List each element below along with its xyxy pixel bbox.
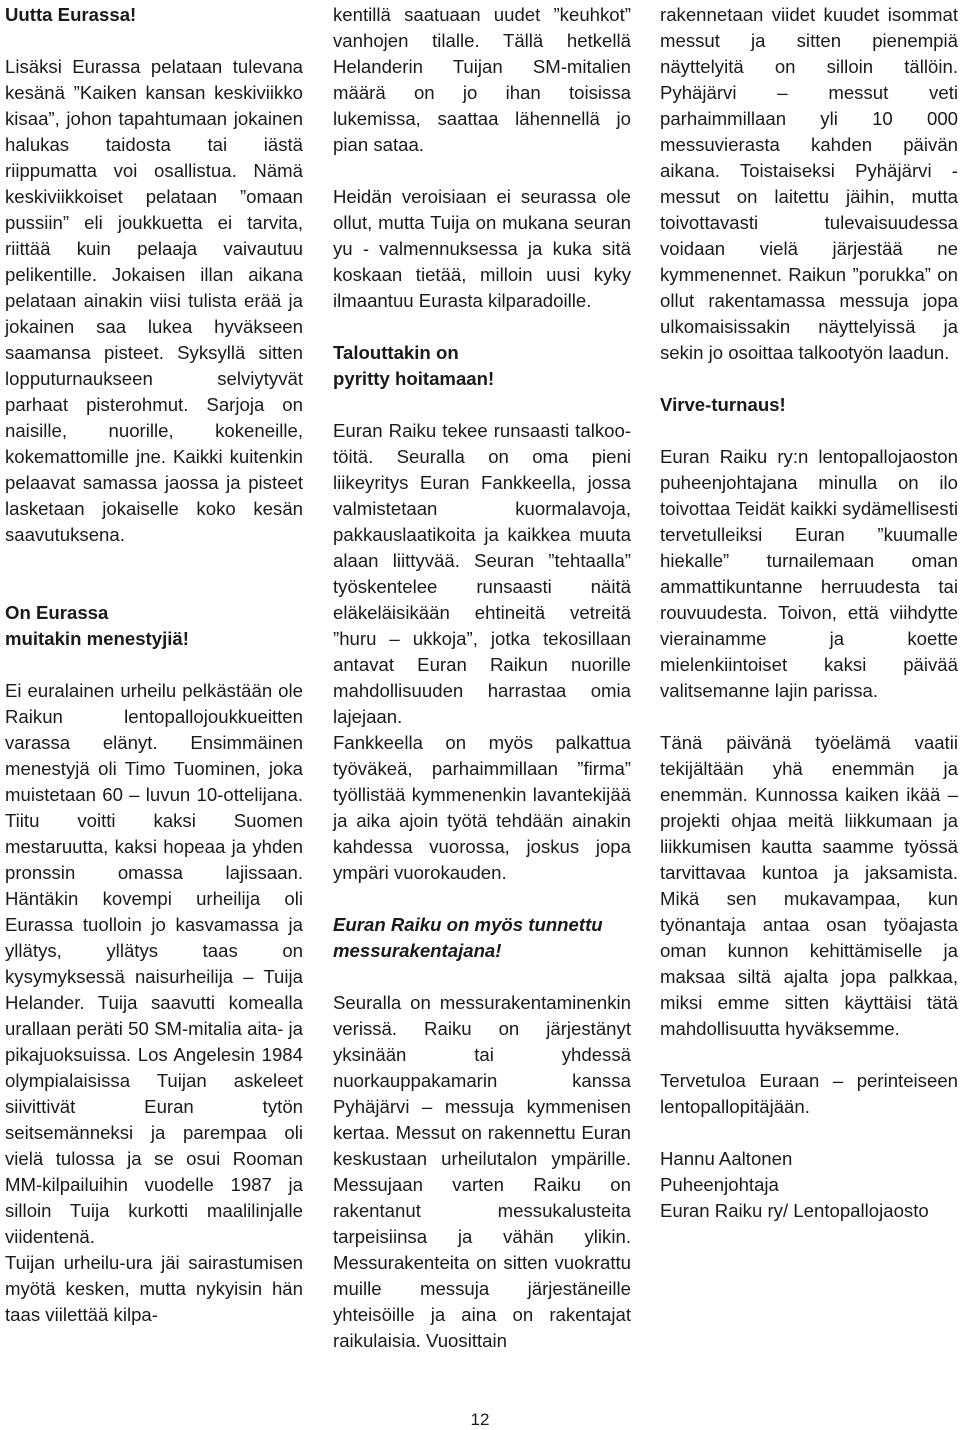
page-number: 12	[470, 1410, 490, 1429]
signature-name: Hannu Aaltonen	[660, 1148, 793, 1169]
paragraph: Tuijan urheilu-ura jäi sairastumisen myötä kesken, mutta nykyisin hän taas viilettää kilpa-	[5, 1252, 303, 1325]
signature	[660, 1146, 958, 1224]
column-3	[660, 2, 958, 1224]
paragraph: Tervetuloa Euraan – perinteiseen lentopallopitäjään.	[660, 1070, 958, 1117]
paragraph: Euran Raiku ry:n lentopallojaoston puheenjohtajana minulla on ilo toivottaa Teidät kaikki sydämellisesti tervetulleiksi Euran ”kuumalle hiekalle” turnailemaan oman ammattikuntanne herruudesta tai rouvuudesta. Toivon, että viihdytte vierainamme ja koette mielenkiintoiset kaksi päivää valitsemanne lajin parissa.	[660, 446, 958, 701]
section-heading: Virve-turnaus!	[660, 394, 786, 415]
paragraph: Fankkeella on myös palkattua työväkeä, parhaimmillaan ”firma” työllistää kymmenenkin lavantekijää ja aika ajoin työtä tehdään ainakin kahdessa vuorossa, joskus jopa ympäri vuorokauden.	[333, 732, 631, 883]
section-heading: Euran Raiku on myös tunnettu messurakentajana!	[333, 914, 603, 961]
paragraph: Lisäksi Eurassa pelataan tulevana kesänä ”Kaiken kansan keskiviikko kisaa”, johon tapahtumaan jokainen halukas taidosta tai iästä riippumatta voi osallistua. Nämä keskiviikkoiset pelataan ”omaan pussiin” eli joukkuetta ei tarvita, riittää kuin pelaaja vaivautuu pelikentille. Jokaisen illan aikana pelataan ainakin viisi tulista erää ja jokainen saa lukea hyväkseen saamansa pisteet. Syksyllä sitten lopputurnaukseen selviytyvät parhaat pisterohmut. Sarjoja on naisille, nuorille, kokeneille, kokemattomille jne. Kaikki kuitenkin pelaavat samassa jaossa ja pisteet lasketaan jokaiselle koko kesän saavutuksena.	[5, 56, 303, 545]
paragraph: Heidän veroisiaan ei seurassa ole ollut, mutta Tuija on mukana seuran yu - valmennuksessa ja kuka sitä koskaan tietää, milloin uusi kyky ilmaantuu Eurasta kilparadoille.	[333, 186, 631, 311]
column-2	[333, 2, 631, 1354]
paragraph: Ei euralainen urheilu pelkästään ole Raikun lentopallojoukkueitten varassa elänyt. Ensimmäinen menestyjä oli Timo Tuominen, joka muistetaan 60 – luvun 10-ottelijana. Tiitu voitti kaksi Suomen mestaruutta, kaksi hopeaa ja yhden pronssin omassa lajissaan. Häntäkin kovempi urheilija oli Eurassa tuolloin jo kasvamassa ja yllätys, yllätys taas on kysymyksessä naisurheilija – Tuija Helander. Tuija saavutti komealla urallaan peräti 50 SM-mitalia aita- ja pikajuoksuissa. Los Angelesin 1984 olympialaisissa Tuijan askeleet siivittivät Euran tytön seitsemänneksi ja parempaa oli vielä tulossa ja se osui Rooman MM-kilpailuihin vuodelle 1987 ja silloin Tuija kurkotti maalilinjalle viidentenä.	[5, 680, 303, 1247]
paragraph: Euran Raiku tekee runsaasti talkoo-töitä. Seuralla on oma pieni liikeyritys Euran Fankkeella, jossa valmistetaan kuormalavoja, pakkauslaatikoita ja kaikkea muuta alaan liittyvää. Seuran ”tehtaalla” työskentelee runsaasti näitä eläkeläisikään ehtineitä vetreitä ”huru – ukkoja”, jotka tekosillaan antavat Euran Raikun nuorille mahdollisuuden harrastaa omia lajejaan.	[333, 420, 631, 727]
signature-org: Euran Raiku ry/ Lentopallojaosto	[660, 1200, 929, 1221]
signature-title: Puheenjohtaja	[660, 1174, 779, 1195]
column-1	[5, 2, 303, 1328]
paragraph: rakennetaan viidet kuudet isommat messut ja sitten pienempiä näyttelyitä on silloin tällöin. Pyhäjärvi – messut veti parhaimmillaan yli 10 000 messuvierasta kahden päivän aikana. Toistaiseksi Pyhäjärvi - messut on laitettu jäihin, mutta toivottavasti tulevaisuudessa voidaan vielä järjestää ne kymmenennet. Raikun ”porukka” on ollut rakentamassa messuja jopa ulkomaisissakin näyttelyissä ja sekin jo osoittaa talkootyön laadun.	[660, 4, 958, 363]
paragraph: Tänä päivänä työelämä vaatii tekijältään yhä enemmän ja enemmän. Kunnossa kaiken ikää – projekti ohjaa meitä liikkumaan ja liikkumisen kautta saamme työssä tarvittavaa kuntoa ja jaksamista. Mikä sen mukavampaa, kun työnantaja antaa osan työajasta oman kunnon kehittämiselle ja maksaa siltä ajalta jopa palkkaa, miksi emme sitten käyttäisi tätä mahdollisuutta hyväksemme.	[660, 732, 958, 1039]
paragraph: kentillä saatuaan uudet ”keuhkot” vanhojen tilalle. Tällä hetkellä Helanderin Tuijan SM-mitalien määrä on jo ihan toisissa lukemissa, saattaa lähennellä jo pian sataa.	[333, 4, 631, 155]
section-heading: Talouttakin on pyritty hoitamaan!	[333, 342, 495, 389]
article-title: Uutta Eurassa!	[5, 4, 137, 25]
section-heading: On Eurassa muitakin menestyjiä!	[5, 602, 189, 649]
paragraph: Seuralla on messurakentaminenkin verissä. Raiku on järjestänyt yksinään tai yhdessä nuorkauppakamarin kanssa Pyhäjärvi – messuja kymmenisen kertaa. Messut on rakennettu Euran keskustaan urheilutalon ympärille. Messujaan varten Raiku on rakentanut messukalusteita tarpeisiinsa ja vähän ylikin. Messurakenteita on sitten vuokrattu muille messuja järjestäneille yhteisöille ja aina on rakentajat raikulaisia. Vuosittain	[333, 992, 631, 1351]
